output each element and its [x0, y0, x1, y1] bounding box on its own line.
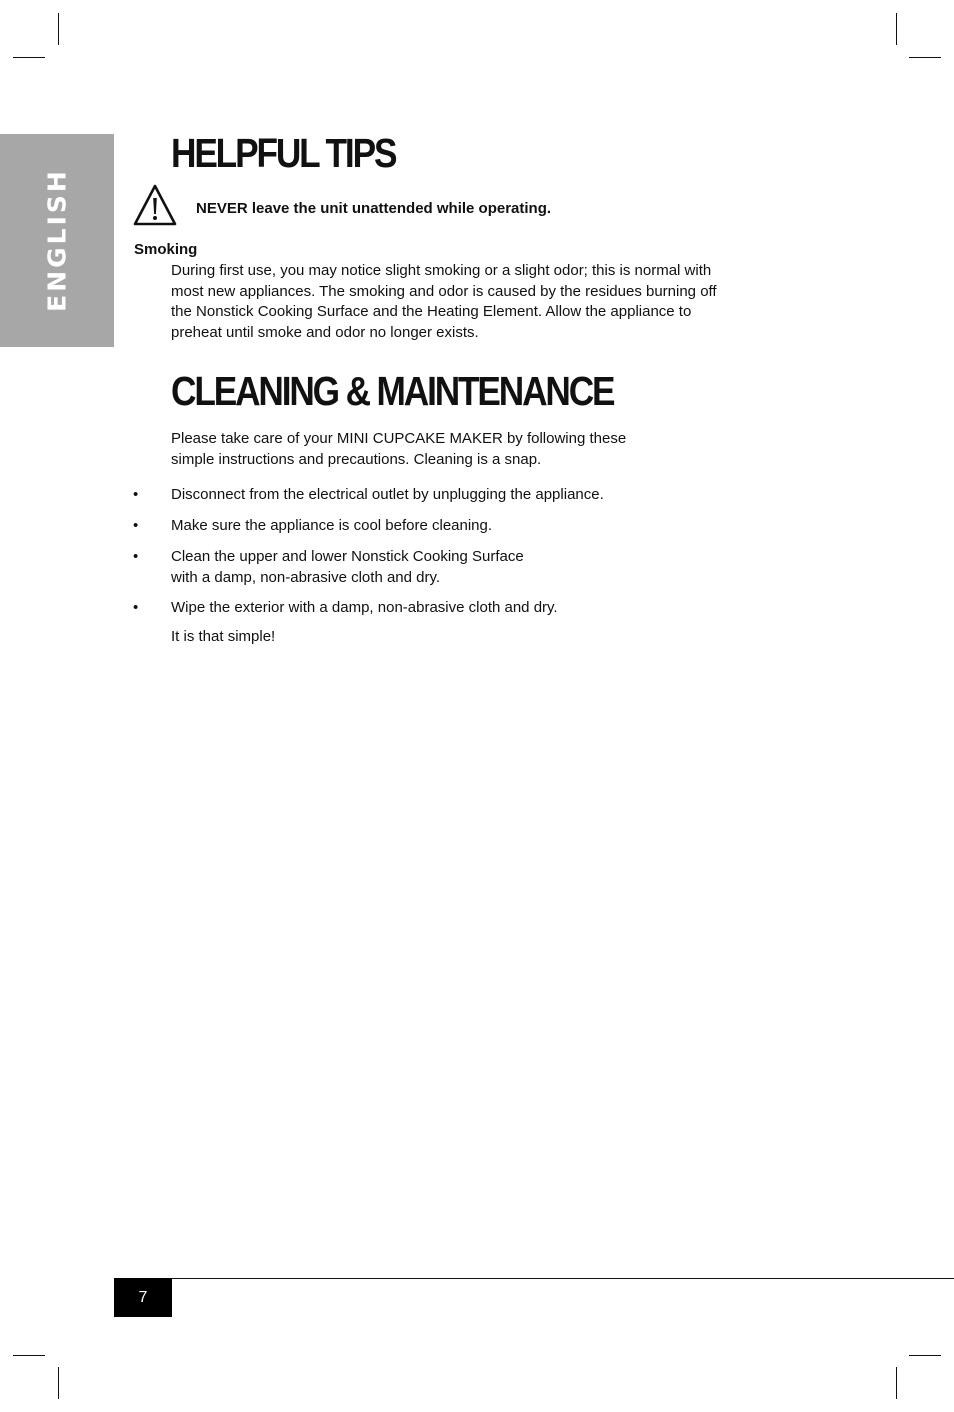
- smoking-paragraph: During first use, you may notice slight smoking or a slight odor; this is normal with most new appliances. The smoking and odor is caused by the residues burning off the Nonstick Cooking Surface and the Heating Element. Allow the appliance to preheat until smoke and odor no longer exists.: [171, 262, 717, 341]
- crop-mark: [58, 13, 59, 45]
- bullet-dot: •: [133, 486, 139, 503]
- crop-mark: [909, 57, 941, 58]
- warning-text: NEVER leave the unit unattended while operating.: [196, 200, 552, 217]
- cleaning-title: CLEANING & MAINTENANCE: [171, 368, 614, 414]
- cleaning-intro: Please take care of your MINI CUPCAKE MAKER by following these simple instructions and precautions. Cleaning is a snap.: [171, 430, 627, 468]
- crop-mark: [909, 1355, 941, 1356]
- language-tab: [0, 134, 114, 347]
- closing-text: It is that simple!: [171, 628, 276, 645]
- crop-mark: [13, 57, 45, 58]
- crop-mark: [13, 1355, 45, 1356]
- list-item-text: Wipe the exterior with a damp, non-abrasive cloth and dry.: [171, 599, 558, 616]
- footer-rule: [114, 1278, 954, 1279]
- warning-triangle-icon: [133, 183, 177, 227]
- list-item-line: with a damp, non-abrasive cloth and dry.: [171, 569, 441, 586]
- crop-mark: [896, 1367, 897, 1399]
- page-number: [114, 1278, 172, 1317]
- smoking-heading: Smoking: [134, 241, 198, 258]
- crop-mark: [58, 1367, 59, 1399]
- list-item-line: Clean the upper and lower Nonstick Cooking Surface: [171, 548, 524, 565]
- helpful-tips-title: HELPFUL TIPS: [171, 130, 396, 176]
- crop-mark: [896, 13, 897, 45]
- language-tab-label: ENGLISH: [42, 168, 72, 312]
- page-number-label: 7: [138, 1288, 148, 1306]
- list-item-text: Disconnect from the electrical outlet by unplugging the appliance.: [171, 486, 604, 503]
- list-item-text: Make sure the appliance is cool before cleaning.: [171, 517, 493, 534]
- bullet-dot: •: [133, 599, 139, 616]
- bullet-dot: •: [133, 548, 139, 565]
- bullet-dot: •: [133, 517, 139, 534]
- list-item-text: [171, 546, 524, 588]
